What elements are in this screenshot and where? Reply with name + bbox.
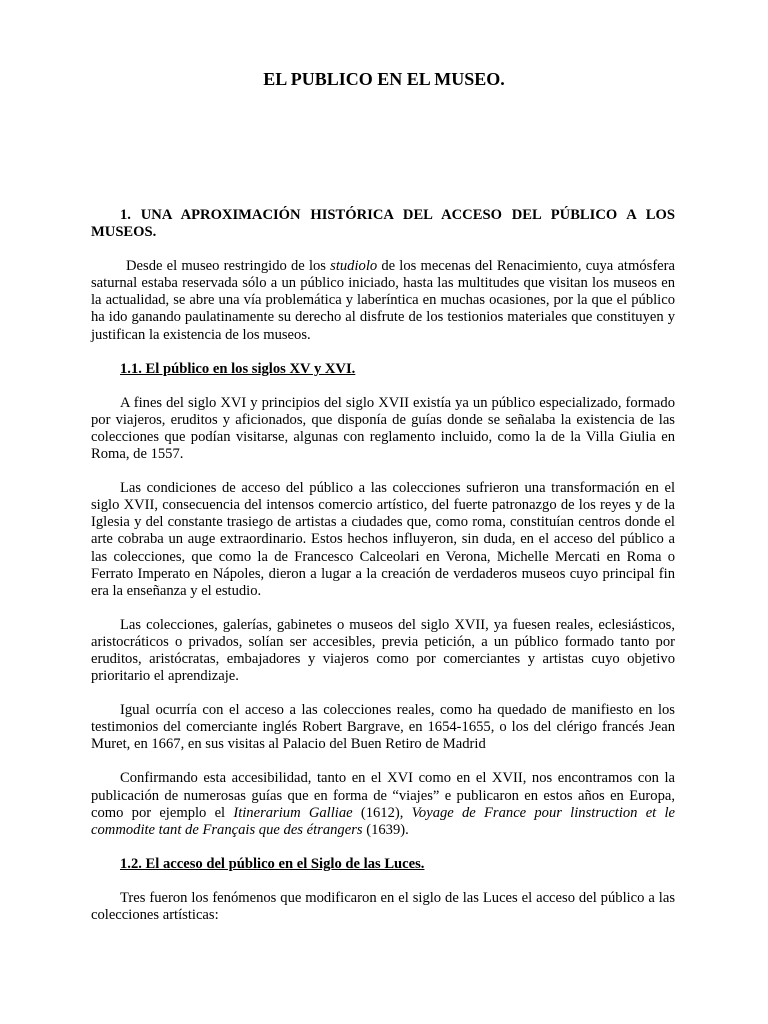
subsection-heading-1-2: 1.2. El acceso del público en el Siglo de las Luces. xyxy=(120,855,425,872)
subsection-heading-1-1: 1.1. El público en los siglos XV y XVI. xyxy=(120,360,356,377)
intro-text-start: Desde el museo restringido de los xyxy=(126,258,331,275)
document-title: EL PUBLICO EN EL MUSEO. xyxy=(263,69,505,89)
paragraph-1-1-3: Las colecciones, galerías, gabinetes o museos del siglo XVII, ya fuesen reales, eclesiásticos, aristocráticos o privados, solían ser accesibles, previa petición, a un público formado tanto por eruditos, aristócratas, embajadores y viajeros como por comerciantes y artistas cuyo objetivo prioritario el aprendizaje. xyxy=(91,616,675,685)
p5-italic-title-1: Itinerarium Galliae xyxy=(233,804,353,821)
intro-italic-term: studiolo xyxy=(330,258,378,275)
paragraph-1-1-4: Igual ocurría con el acceso a las colecciones reales, como ha quedado de manifiesto en los testimonios del comerciante inglés Robert Bargrave, en 1654-1655, o los del clérigo francés Jean Muret, en 1667, en sus visitas al Palacio del Buen Retiro de Madrid xyxy=(91,702,675,753)
document-body xyxy=(91,207,675,941)
p5-text-end: (1639). xyxy=(362,821,409,838)
p5-text-start: Confirmando esta accesibilidad, tanto en el XVI como en el XVII, nos encontramos con la publicación de numerosas guías que en forma de “viajes” e publicaron en estos años en Europa, como por ejemplo el xyxy=(91,770,675,821)
p5-italic-title-2: Voyage de France pour linstruction et le commodite tant de Français que des étrangers xyxy=(91,804,675,838)
intro-text-end: de los mecenas del Renacimiento, cuya atmósfera saturnal estaba reservada sólo a un público iniciado, hasta las multitudes que visitan los museos en la actualidad, se abre una vía problemática y laberíntica en muchas ocasiones, por la que el público ha ido ganando paulatinamente su derecho al disfrute de los testionios materiales que constituyen y justifican la existencia de los museos. xyxy=(91,258,675,343)
paragraph-1-1-1: A fines del siglo XVI y principios del siglo XVII existía ya un público especializado, formado por viajeros, eruditos y aficionados, que disponía de guías donde se señalaba la existencia de las colecciones que podían visitarse, algunas con reglamento incluido, como la de la Villa Giulia en Roma, de 1557. xyxy=(91,394,675,463)
p5-text-middle: (1612), xyxy=(352,804,412,821)
paragraph-1-1-5 xyxy=(91,770,675,838)
paragraph-1-2-1: Tres fueron los fenómenos que modificaron en el siglo de las Luces el acceso del público a las colecciones artísticas: xyxy=(91,889,675,923)
section-heading-1: 1. UNA APROXIMACIÓN HISTÓRICA DEL ACCESO DEL PÚBLICO A LOS MUSEOS. xyxy=(91,207,675,241)
intro-paragraph xyxy=(91,258,675,343)
paragraph-1-1-2: Las condiciones de acceso del público a las colecciones sufrieron una transformación en el siglo XVII, consecuencia del intensos comercio artístico, del fuerte patronazgo de los reyes y de la Iglesia y del constante trasiego de artistas a ciudades que, como roma, constituían centros donde el arte cobraba un auge extraordinario. Estos hechos influyeron, sin duda, en el acceso del público a las colecciones, que como la de Francesco Calceolari en Verona, Michelle Mercati en Roma o Ferrato Imperato en Nápoles, dieron a lugar a la creación de verdaderos museos cuyo principal fin era la enseñanza y el estudio. xyxy=(91,480,675,599)
